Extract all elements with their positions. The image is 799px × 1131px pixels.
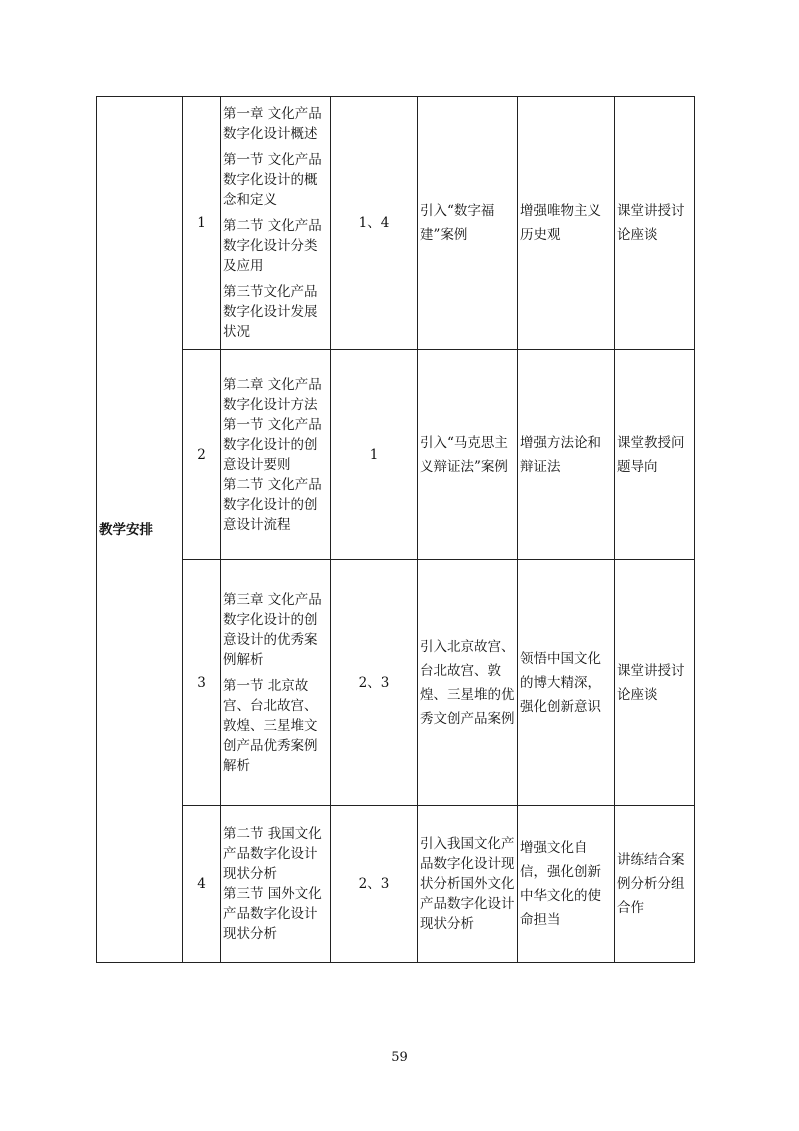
method-cell: 课堂教授问题导向 xyxy=(615,350,695,560)
content-line: 第三节 国外文化产品数字化设计现状分析 xyxy=(223,886,322,942)
page-number: 59 xyxy=(391,1050,408,1065)
table-row xyxy=(97,806,695,963)
content-line: 第二节 文化产品数字化设计的创意设计流程 xyxy=(223,476,322,533)
content-line: 第三节文化产品数字化设计发展状况 xyxy=(223,284,318,340)
content-line: 第二章 文化产品数字化设计方法 xyxy=(223,376,322,413)
hours-cell: 1、4 xyxy=(331,97,418,350)
content-line: 第二节 我国文化产品数字化设计现状分析 xyxy=(223,826,322,882)
content-line: 第一节 文化产品数字化设计的创意设计要则 xyxy=(223,416,322,473)
case-intro-cell: 引入“马克思主义辩证法”案例 xyxy=(418,350,518,560)
section-label: 教学安排 xyxy=(97,97,183,963)
content-line: 第三章 文化产品数字化设计的创意设计的优秀案例解析 xyxy=(223,591,322,668)
goal-cell: 领悟中国文化的博大精深，强化创新意识 xyxy=(518,560,615,806)
case-intro-cell: 引入北京故宫、台北故宫、敦煌、三星堆的优秀文创产品案例 xyxy=(418,560,518,806)
hours-cell: 1 xyxy=(331,350,418,560)
method-cell: 课堂讲授讨论座谈 xyxy=(615,97,695,350)
table-row xyxy=(97,560,695,806)
row-number: 4 xyxy=(183,806,221,963)
content-line: 第一节 文化产品数字化设计的概念和定义 xyxy=(223,152,322,208)
hours-cell: 2、3 xyxy=(331,560,418,806)
case-intro-cell: 引入“数字福建”案例 xyxy=(418,97,518,350)
goal-cell: 增强方法论和辩证法 xyxy=(518,350,615,560)
case-intro-cell: 引入我国文化产品数字化设计现状分析国外文化产品数字化设计现状分析 xyxy=(418,806,518,963)
content-cell xyxy=(221,350,331,560)
content-cell xyxy=(221,806,331,963)
table-row xyxy=(97,350,695,560)
goal-cell: 增强文化自信，强化创新中华文化的使命担当 xyxy=(518,806,615,963)
row-number: 3 xyxy=(183,560,221,806)
content-line: 第一章 文化产品数字化设计概述 xyxy=(223,106,322,142)
content-line: 第一节 北京故宫、台北故宫、敦煌、三星堆文创产品优秀案例解析 xyxy=(223,677,318,774)
content-line: 第二节 文化产品数字化设计分类及应用 xyxy=(223,218,322,274)
content-cell xyxy=(221,97,331,350)
content-cell xyxy=(221,560,331,806)
goal-cell: 增强唯物主义历史观 xyxy=(518,97,615,350)
teaching-schedule-table xyxy=(96,96,695,963)
row-number: 1 xyxy=(183,97,221,350)
method-cell: 讲练结合案例分析分组合作 xyxy=(615,806,695,963)
row-number: 2 xyxy=(183,350,221,560)
table-row xyxy=(97,97,695,350)
method-cell: 课堂讲授讨论座谈 xyxy=(615,560,695,806)
hours-cell: 2、3 xyxy=(331,806,418,963)
